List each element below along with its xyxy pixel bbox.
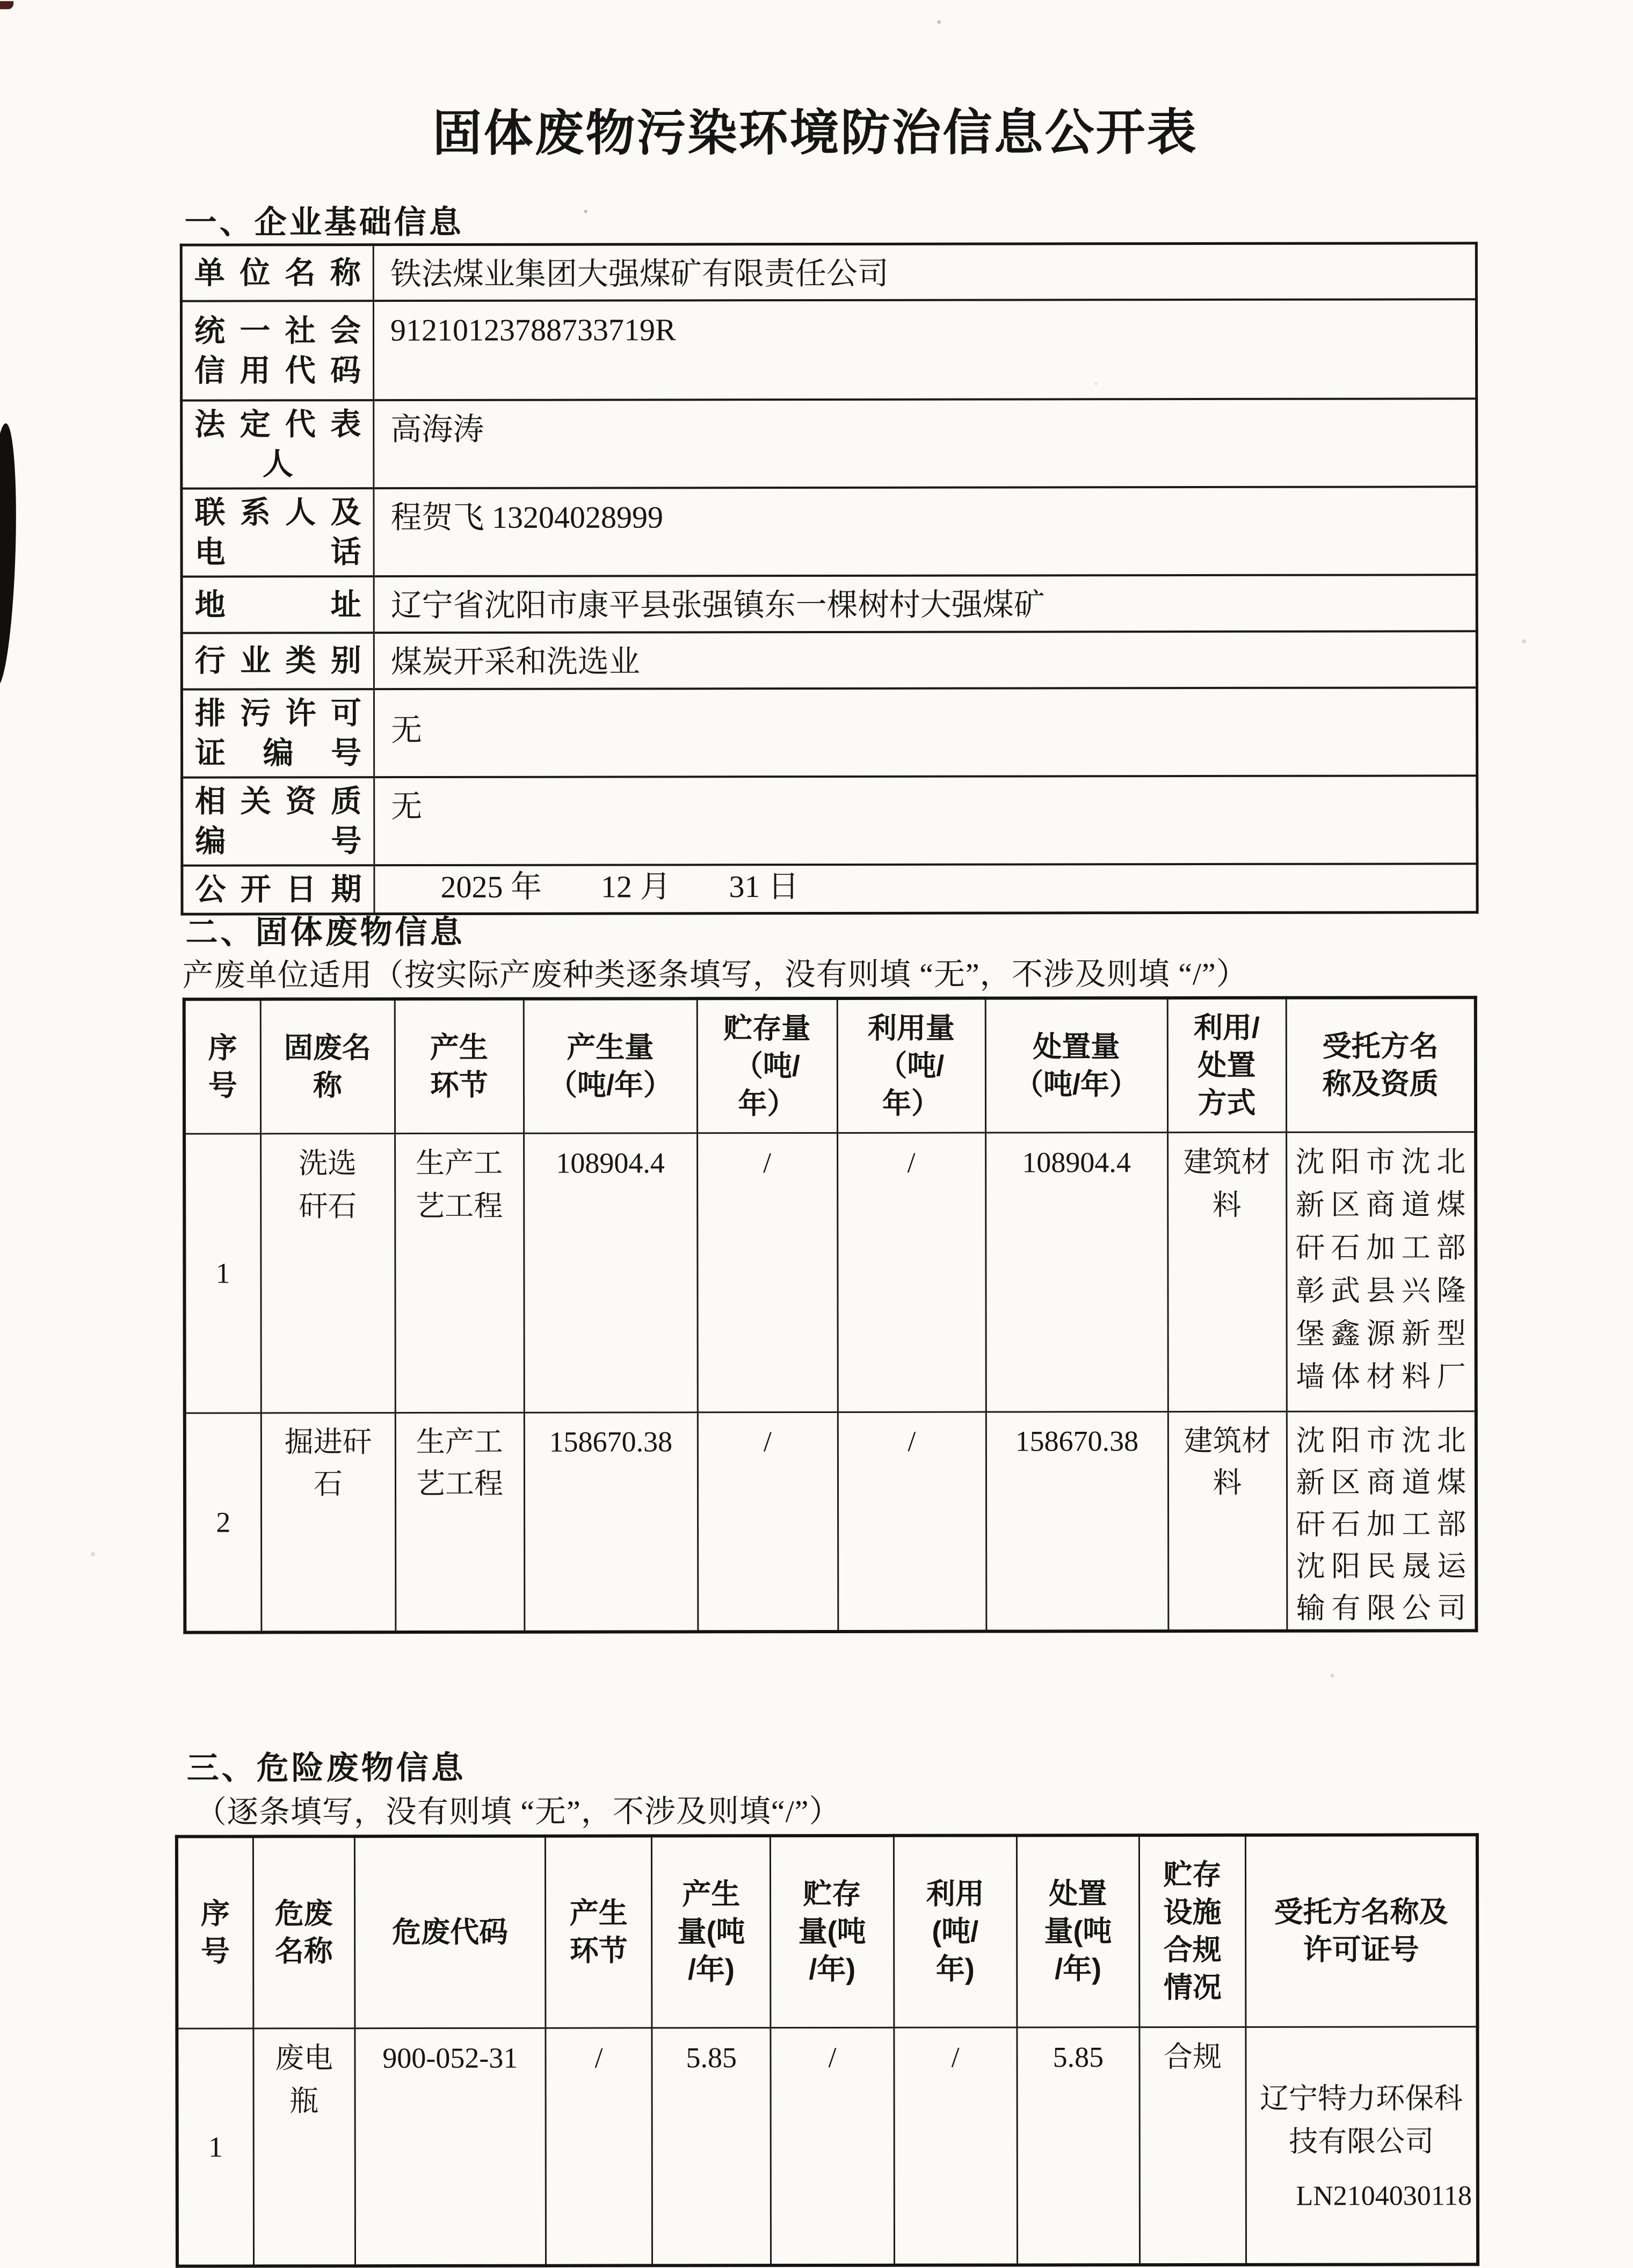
stored-cell: /: [697, 1133, 838, 1412]
address-value: 辽宁省沈阳市康平县张强镇东一棵树村大强煤矿: [374, 575, 1477, 633]
hazardous-waste-table: [175, 1833, 1479, 2267]
hw-code-cell: 900-052-31: [355, 2028, 546, 2266]
table-row-credit-code: [181, 300, 1476, 401]
qualification-no-label-line1: 相关资质: [195, 784, 362, 819]
stage-cell: 生产工 艺工程: [395, 1412, 525, 1632]
scan-speck: [937, 20, 941, 24]
col-serial-header: 序 号: [177, 1836, 253, 2028]
trustee-license-number: LN2104030118: [1296, 2180, 1472, 2212]
col-hw-code-header: 危废代码: [354, 1836, 546, 2028]
contact-label-line2: 电话: [194, 535, 361, 570]
section2-heading: 二、固体废物信息: [185, 914, 465, 951]
qualification-no-label-line2: 编号: [195, 823, 362, 859]
col-utilized-header: 利用量 （吨/ 年）: [837, 998, 985, 1133]
address-label: 地址: [194, 587, 361, 622]
legal-rep-label-line1: 法定代表: [194, 407, 361, 442]
col-trustee-header: 受托方名 称及资质: [1286, 997, 1476, 1132]
scan-artifact-left-edge: [0, 423, 20, 686]
method-cell: 建筑材 料: [1168, 1411, 1287, 1631]
industry-value: 煤炭开采和洗选业: [374, 632, 1477, 689]
qualification-no-label-cell: [182, 777, 374, 865]
credit-code-label-line1: 统一社会: [194, 313, 361, 349]
legal-rep-label-cell: [182, 400, 374, 488]
hw-name-cell: 废电 瓶: [253, 2028, 355, 2266]
address-label-cell: [182, 576, 374, 633]
stage-cell: 生产工 艺工程: [395, 1133, 524, 1412]
col-waste-name-header: 固废名 称: [260, 999, 395, 1133]
section2-subtitle: 产废单位适用（按实际产废种类逐条填写，没有则填 “无”，不涉及则填 “/”）: [182, 956, 1248, 993]
col-stage-header: 产生 环节: [545, 1836, 652, 2027]
publish-date-label: 公开日期: [195, 872, 362, 907]
table-row-permit-no: [182, 687, 1477, 777]
permit-no-label-cell: [182, 689, 374, 777]
credit-code-label-cell: [181, 301, 373, 400]
credit-code-label-line2: 信用代码: [194, 353, 361, 388]
col-trustee-header: 受托方名称及 许可证号: [1245, 1835, 1477, 2027]
industry-label: 行业类别: [194, 643, 361, 679]
col-generated-header: 产生量 （吨/年）: [524, 998, 697, 1133]
section3-heading: 三、危险废物信息: [186, 1749, 466, 1786]
credit-code-value: 91210123788733719R: [373, 300, 1476, 401]
trustee-cell: [1246, 2026, 1478, 2264]
table-row-publish-date: [182, 864, 1477, 914]
table-row-industry: [182, 632, 1477, 690]
scan-speck: [487, 1923, 490, 1926]
col-hw-name-header: 危废 名称: [253, 1836, 355, 2028]
col-stored-header: 贮存 量(吨 /年): [771, 1836, 894, 2027]
publish-date-year: 2025 年: [440, 869, 542, 904]
trustee-cell: 沈阳市沈北 新区商道煤 矸石加工部 彰武县兴隆 堡鑫源新型 墙体材料厂: [1286, 1132, 1476, 1411]
scan-speck: [1330, 1674, 1334, 1678]
section1-heading: 一、企业基础信息: [184, 204, 464, 241]
generated-cell: 5.85: [652, 2027, 771, 2265]
hazardous-header-row: [177, 1835, 1477, 2028]
contact-label-cell: [182, 488, 374, 576]
utilized-cell: /: [838, 1412, 986, 1632]
scan-artifact-corner: [0, 1, 13, 9]
col-stage-header: 产生 环节: [395, 999, 524, 1133]
scan-speck: [91, 1552, 95, 1556]
trustee-name: 辽宁特力环保科 技有限公司: [1260, 2082, 1463, 2158]
generated-cell: 158670.38: [524, 1412, 698, 1632]
publish-date-value: [374, 864, 1477, 914]
table-row-legal-rep: [182, 399, 1477, 489]
unit-name-label-cell: [181, 245, 373, 301]
stored-cell: /: [771, 2027, 894, 2265]
scan-speck: [352, 917, 355, 920]
document-title: 固体废物污染环境防治信息公开表: [432, 105, 1198, 161]
section3-subtitle: （逐条填写，没有则填 “无”，不涉及则填“/”）: [195, 1793, 841, 1830]
table-row-unit-name: [181, 243, 1476, 301]
publish-date-day: 31 日: [729, 868, 800, 904]
industry-label-cell: [182, 633, 374, 689]
scan-speck: [1522, 639, 1526, 643]
hazardous-row-1: [177, 2026, 1478, 2266]
col-method-header: 利用/ 处置 方式: [1167, 998, 1286, 1132]
contact-value: 程贺飞 13204028999: [374, 487, 1477, 577]
table-row-qualification-no: [182, 776, 1477, 865]
disposed-cell: 158670.38: [986, 1411, 1168, 1631]
permit-no-label-line1: 排污许可: [194, 695, 362, 731]
unit-name-value: 铁法煤业集团大强煤矿有限责任公司: [373, 243, 1476, 301]
disposed-cell: 5.85: [1017, 2027, 1140, 2265]
scan-speck: [1094, 382, 1098, 385]
unit-name-label: 单位名称: [194, 256, 361, 291]
permit-no-value: 无: [374, 687, 1477, 777]
stage-cell: /: [546, 2027, 652, 2265]
publish-date-month: 12 月: [600, 868, 671, 904]
solid-waste-table: [183, 996, 1478, 1634]
compliance-cell: 合规: [1140, 2027, 1246, 2265]
trustee-cell-content: [1247, 2070, 1476, 2220]
serial-cell: 2: [185, 1412, 262, 1632]
col-serial-header: 序 号: [184, 999, 260, 1133]
serial-cell: 1: [177, 2028, 253, 2266]
contact-label-line1: 联系人及: [194, 495, 361, 530]
serial-cell: 1: [184, 1133, 261, 1412]
col-disposed-header: 处置 量(吨 /年): [1017, 1835, 1140, 2027]
col-generated-header: 产生 量(吨 /年): [652, 1836, 771, 2027]
qualification-no-value: 无: [374, 776, 1477, 865]
publish-date-label-cell: [182, 865, 374, 914]
generated-cell: 108904.4: [524, 1133, 698, 1412]
disposed-cell: 108904.4: [985, 1132, 1168, 1411]
permit-no-label-line2: 证编号: [195, 735, 362, 771]
waste-name-cell: 洗选 矸石: [260, 1133, 395, 1412]
utilized-cell: /: [837, 1133, 986, 1412]
stored-cell: /: [698, 1412, 838, 1632]
col-utilized-header: 利用 (吨/ 年): [894, 1835, 1017, 2027]
col-stored-header: 贮存量 （吨/ 年）: [697, 998, 837, 1133]
legal-rep-label-line2: 人: [262, 447, 293, 482]
scan-speck: [584, 210, 587, 213]
solid-waste-row-1: [184, 1132, 1476, 1412]
method-cell: 建筑材 料: [1167, 1132, 1287, 1411]
waste-name-cell: 掘进矸 石: [261, 1412, 396, 1632]
legal-rep-value: 高海涛: [374, 399, 1477, 489]
col-disposed-header: 处置量 （吨/年）: [985, 998, 1167, 1132]
enterprise-info-table: [180, 242, 1479, 915]
solid-waste-header-row: [184, 997, 1476, 1133]
trustee-cell: 沈阳市沈北 新区商道煤 矸石加工部 沈阳民晟运 输有限公司: [1287, 1411, 1477, 1631]
table-row-address: [182, 575, 1477, 633]
table-row-contact: [182, 487, 1477, 577]
col-compliance-header: 贮存 设施 合规 情况: [1139, 1835, 1246, 2027]
utilized-cell: /: [894, 2027, 1017, 2265]
solid-waste-row-2: [185, 1411, 1477, 1632]
